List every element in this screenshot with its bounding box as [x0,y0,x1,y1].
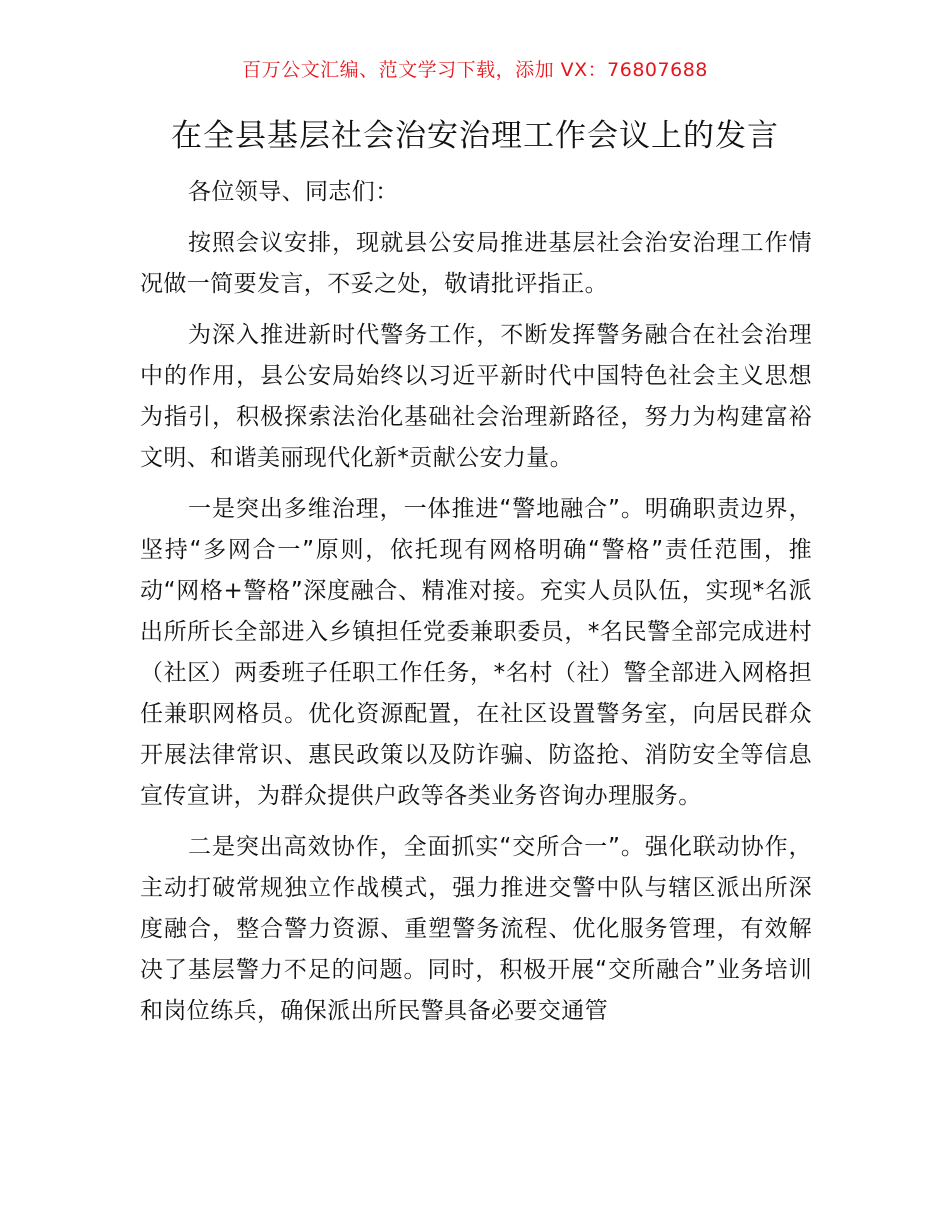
document-title: 在全县基层社会治安治理工作会议上的发言 [171,118,779,154]
paragraph-intro: 按照会议安排，现就县公安局推进基层社会治安治理工作情况做一简要发言，不妥之处，敬请批评指正。 [140,230,812,297]
header-watermark-note: 百万公文汇编、范文学习下载，添加 VX：76807688 [242,59,708,81]
paragraph-overview: 为深入推进新时代警务工作，不断发挥警务融合在社会治理中的作用，县公安局始终以习近平新时代中国特色社会主义思想为指引，积极探索法治化基础社会治理新路径，努力为构建富裕文明、和谐美丽现代化新*贡献公安力量。 [140,322,812,471]
paragraph-point-two: 二是突出高效协作，全面抓实“交所合一”。强化联动协作，主动打破常规独立作战模式，强力推进交警中队与辖区派出所深度融合，整合警力资源、重塑警务流程、优化服务管理，有效解决了基层警力不足的问题。同时，积极开展“交所融合”业务培训和岗位练兵，确保派出所民警具备必要交通管 [140,834,812,1024]
document-body [140,172,812,1042]
paragraph-salutation: 各位领导、同志们： [188,179,399,205]
paragraph-point-one: 一是突出多维治理，一体推进“警地融合”。明确职责边界，坚持“多网合一”原则，依托现有网格明确“警格”责任范围，推动“网格+警格”深度融合、精准对接。充实人员队伍，实现*名派出所所长全部进入乡镇担任党委兼职委员，*名民警全部完成进村（社区）两委班子任职工作任务，*名村（社）警全部进入网格担任兼职网格员。优化资源配置，在社区设置警务室，向居民群众开展法律常识、惠民政策以及防诈骗、防盗抢、消防安全等信息宣传宣讲，为群众提供户政等各类业务咨询办理服务。 [140,496,812,809]
